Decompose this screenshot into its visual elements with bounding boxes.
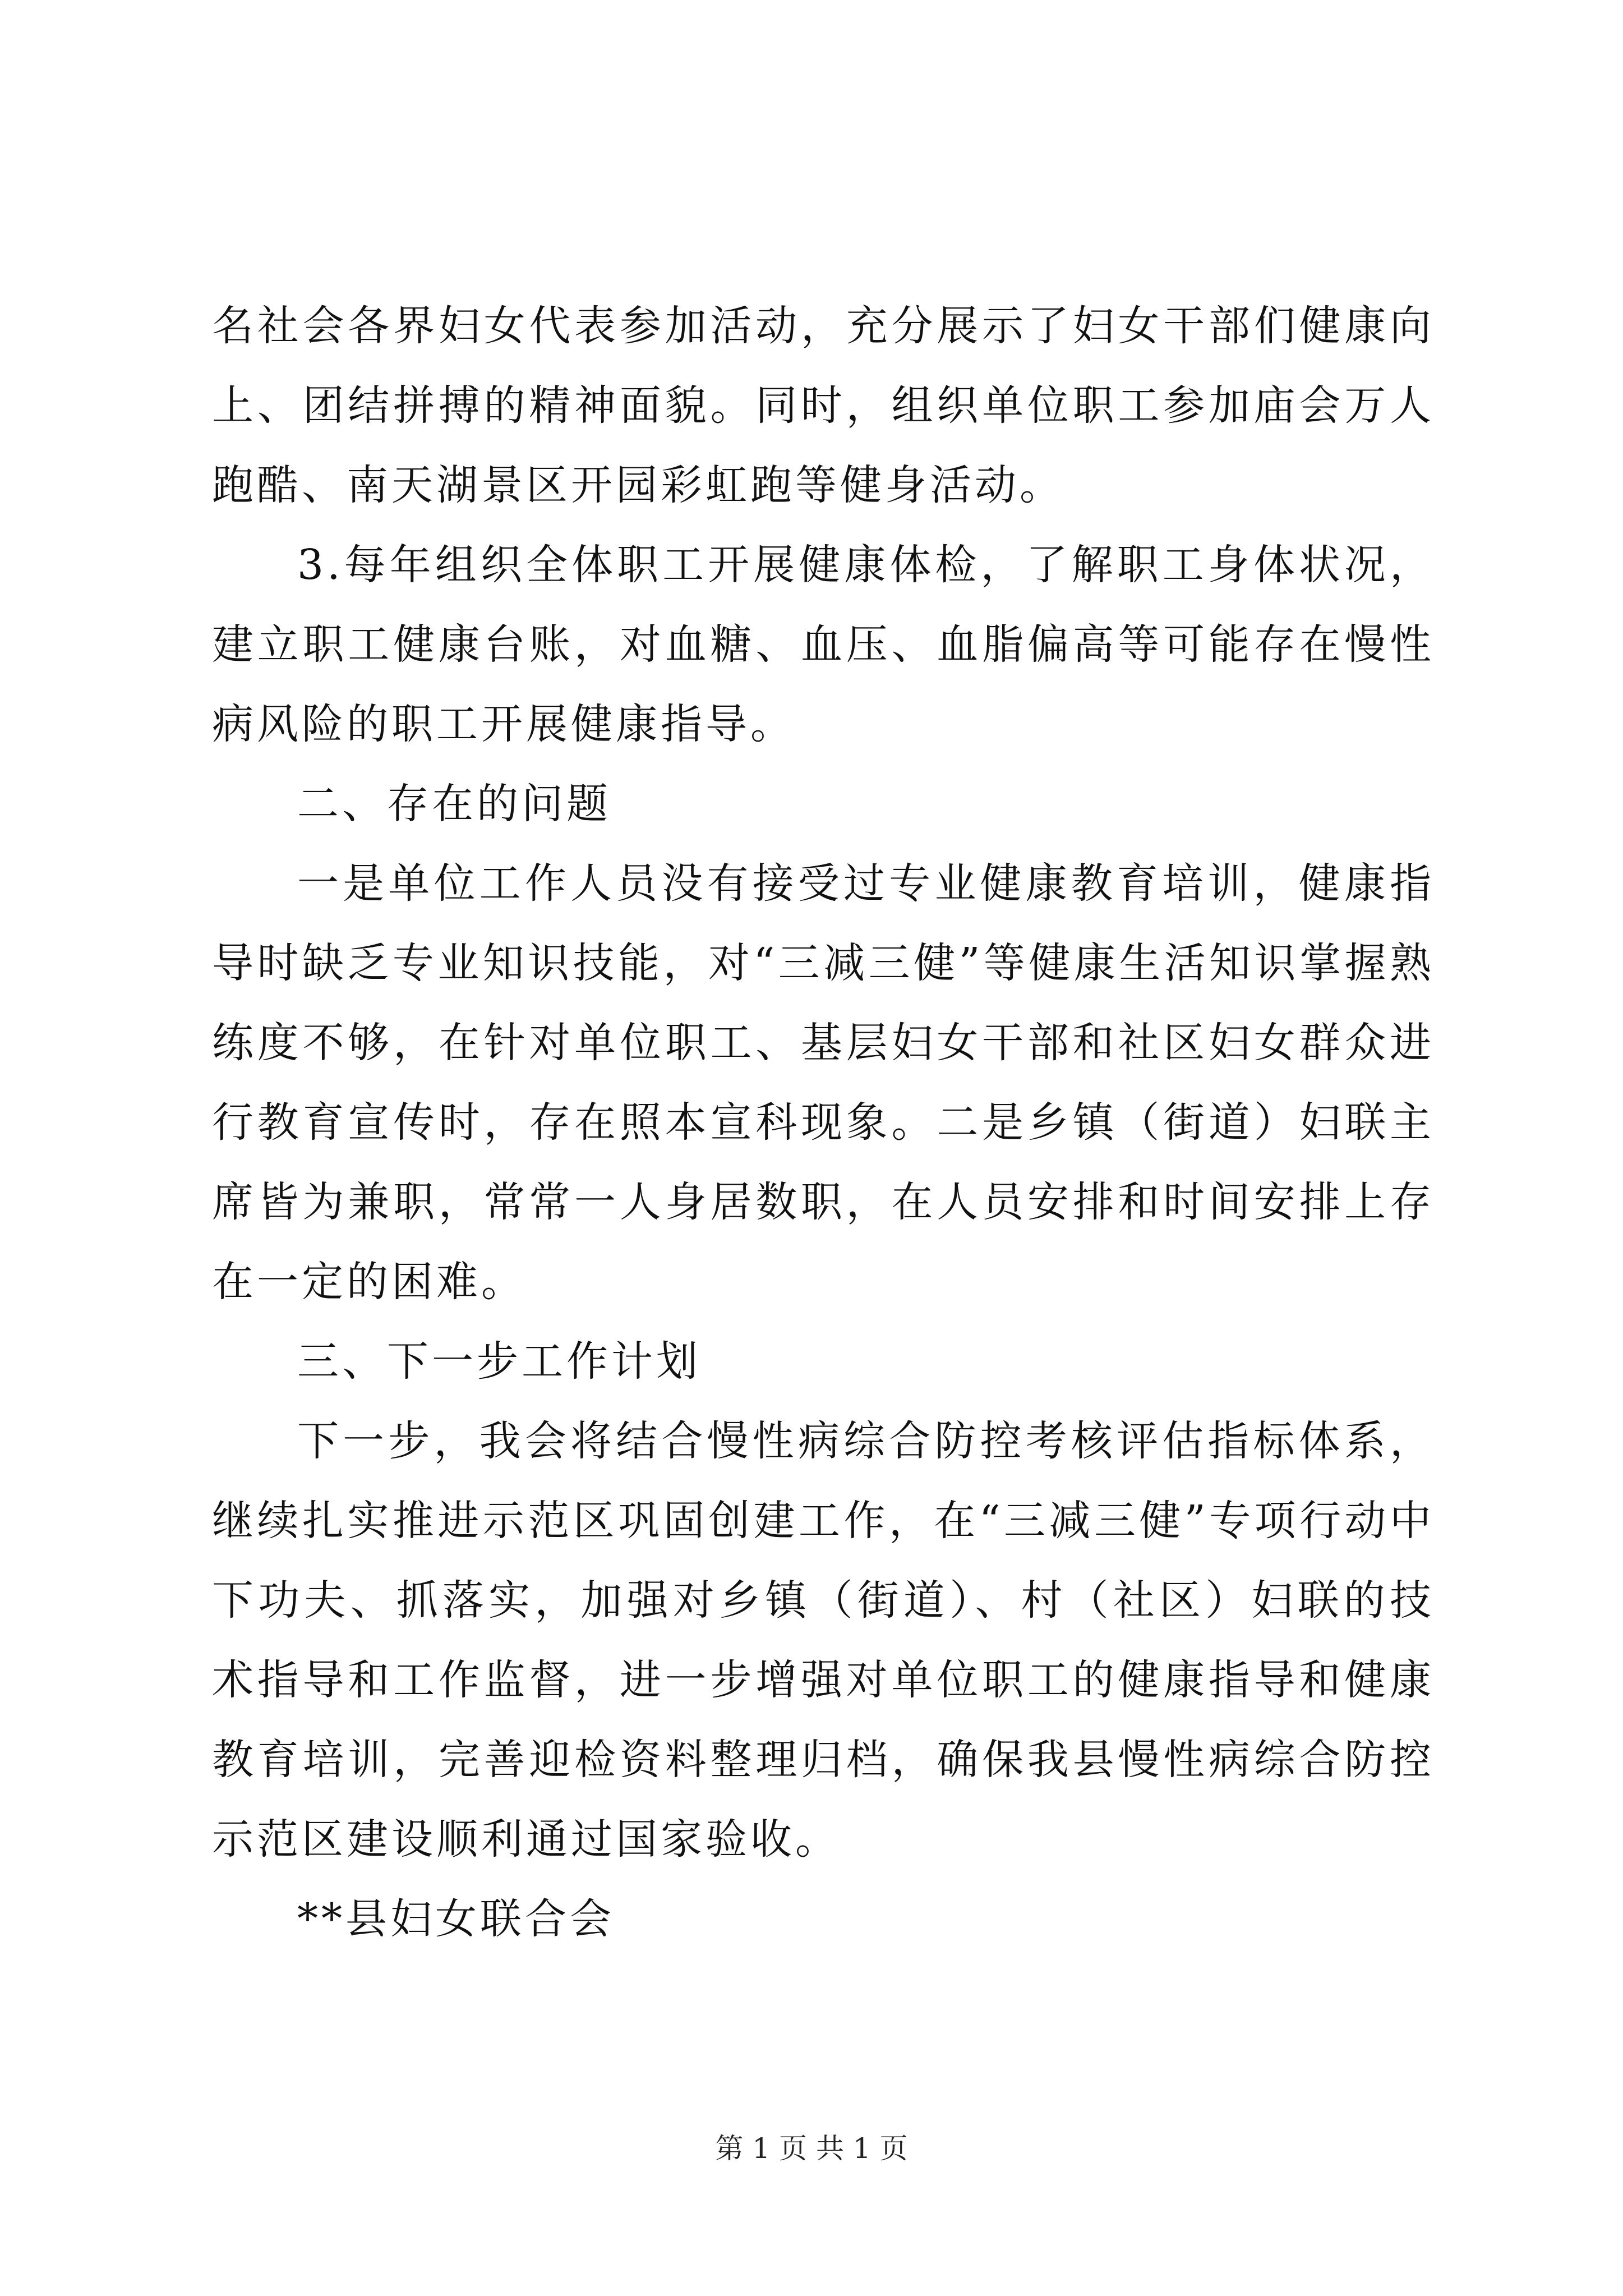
paragraph-activities-continued: 名社会各界妇女代表参加活动，充分展示了妇女干部们健康向上、团结拼搏的精神面貌。同时，组织单位职工参加庙会万人跑酷、南天湖景区开园彩虹跑等健身活动。 bbox=[212, 302, 1435, 509]
paragraph-problems: 一是单位工作人员没有接受过专业健康教育培训，健康指导时缺乏专业知识技能，对“三减三健”等健康生活知识掌握熟练度不够，在针对单位职工、基层妇女干部和社区妇女群众进行教育宣传时，存在照本宣科现象。二是乡镇（街道）妇联主席皆为兼职，常常一人身居数职，在人员安排和时间安排上存在一定的困难。 bbox=[212, 859, 1435, 1306]
section-heading-problems: 二、存在的问题 bbox=[297, 780, 611, 828]
paragraph-next-plan: 下一步，我会将结合慢性病综合防控考核评估指标体系，继续扎实推进示范区巩固创建工作，在“三减三健”专项行动中下功夫、抓落实，加强对乡镇（街道）、村（社区）妇联的技术指导和工作监督，进一步增强对单位职工的健康指导和健康教育培训，完善迎检资料整理归档，确保我县慢性病综合防控示范区建设顺利通过国家验收。 bbox=[212, 1417, 1435, 1864]
signature-organization: **县妇女联合会 bbox=[297, 1895, 615, 1943]
section-heading-next-plan: 三、下一步工作计划 bbox=[297, 1337, 701, 1386]
page-number-footer: 第 1 页 共 1 页 bbox=[715, 2132, 908, 2165]
paragraph-health-checkup: 3.每年组织全体职工开展健康体检，了解职工身体状况，建立职工健康台账，对血糖、血压、血脂偏高等可能存在慢性病风险的职工开展健康指导。 bbox=[212, 541, 1435, 748]
document-body bbox=[212, 286, 1435, 1959]
